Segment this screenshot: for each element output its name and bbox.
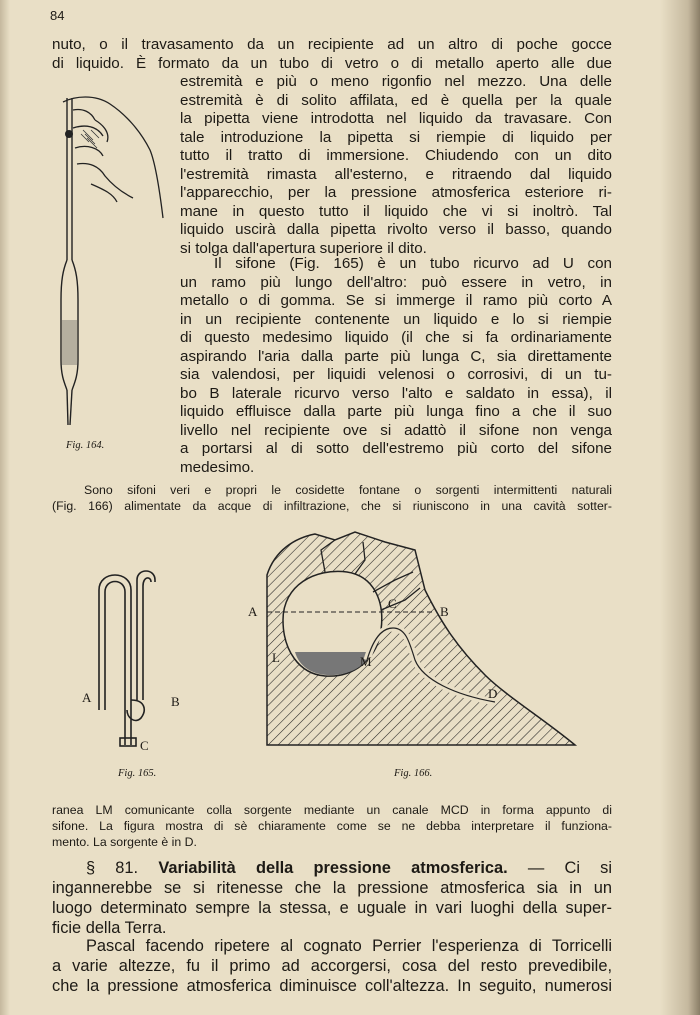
- text-line: Il sifone (Fig. 165) è un tubo ricurvo ad U con: [214, 255, 612, 272]
- text-line: liquido effluisce dalla parte più lunga fino a che il suo: [180, 403, 612, 420]
- text-line: sia valendosi, per liquidi velenosi o corrosivi, di un tu-: [180, 366, 612, 383]
- fig166-label-b: B: [440, 604, 449, 619]
- section-heading-tail: — Ci si: [527, 859, 612, 877]
- fig166-label-d: D: [488, 686, 498, 701]
- final-paragraph: [52, 936, 612, 996]
- text-line: estremità è di solito affilata, ed è quella per la quale: [180, 91, 612, 109]
- text-line: livello nel recipiente ove si adattò il sifone non venga: [180, 421, 612, 439]
- text-line: che la pressione atmosferica diminuisce coll'altezza. In seguito, numerosi: [52, 977, 612, 995]
- text-line: mento. La sorgente è in D.: [52, 835, 197, 849]
- text-line: ranea LM comunicante colla sorgente mediante un canale MCD in forma appunto di: [52, 803, 612, 817]
- text-line: l'apparecchio, per la pressione atmosferica esteriore ri-: [180, 184, 612, 201]
- text-line: un ramo più lungo dell'altro: può essere in vetro, in: [180, 273, 612, 291]
- figure-166-caption: Fig. 166.: [394, 768, 433, 779]
- text-line: si tolga dall'apertura superiore il dito.: [180, 239, 427, 257]
- text-line: liquido uscirà dalla pipetta rivolto verso il basso, quando: [180, 221, 612, 238]
- fig165-label-a: A: [82, 690, 92, 705]
- top-paragraph-indented: [180, 73, 612, 258]
- text-line: ficie della Terra.: [52, 919, 167, 937]
- figure-165-caption: Fig. 165.: [118, 768, 157, 779]
- text-line: sifone. La figura mostra di sè chiaramente come se ne debba interpretare il funziona-: [52, 819, 612, 833]
- text-line: aspirando l'aria dalla parte più lunga C, sia direttamente: [180, 347, 612, 365]
- figure-165-siphon: [75, 560, 205, 760]
- text-line: a portarsi al di sotto dell'estremo più corto del sifone: [180, 440, 612, 457]
- text-line: luogo determinato sempre la stessa, e uguale in vari luoghi della super-: [52, 899, 612, 917]
- text-line: tale introduzione la pipetta si riempie di liquido per: [180, 128, 612, 146]
- text-line: estremità e più o meno rigonfio nel mezzo. Una delle: [180, 73, 612, 90]
- text-line: bo B laterale ricurvo verso l'alto e saldato in essa), il: [180, 384, 612, 402]
- figure-164-caption: Fig. 164.: [66, 440, 105, 451]
- fig165-label-b: B: [171, 694, 180, 709]
- small-paragraph-2: [52, 802, 612, 850]
- fig166-label-c: C: [388, 596, 397, 611]
- text-line: (Fig. 166) alimentate da acque di infiltrazione, che si riuniscono in una cavità sotter-: [52, 499, 612, 513]
- section-heading-line: [52, 858, 612, 878]
- text-line: di questo medesimo liquido (il che si fa ordinariamente: [180, 329, 612, 346]
- section-number: § 81.: [86, 859, 139, 877]
- page-gutter-shadow: [0, 0, 10, 1015]
- text-line: Sono sifoni veri e propri le cosidette fontane o sorgenti intermittenti naturali: [84, 483, 612, 497]
- text-line: la pipetta viene introdotta nel liquido da travasare. Con: [180, 110, 612, 127]
- top-paragraph-full-lines: [52, 36, 612, 73]
- section-81: [52, 858, 612, 938]
- text-line: l'estremità rimasta all'esterno, e ritraendo dal liquido: [180, 165, 612, 183]
- siphon-paragraph: [180, 255, 612, 477]
- figure-166-intermittent-spring: [255, 530, 585, 755]
- fig166-label-m: M: [360, 654, 372, 669]
- page-number: 84: [50, 8, 65, 23]
- text-line: nuto, o il travasamento da un recipiente ad un altro di poche gocce: [52, 36, 612, 53]
- text-line: ingannerebbe se si ritenesse che la pressione atmosferica sia in un: [52, 879, 612, 897]
- fig166-label-l: L: [272, 650, 280, 665]
- text-line: in un recipiente contenente un liquido e lo si riempie: [180, 310, 612, 328]
- fig165-label-c: C: [140, 738, 149, 753]
- small-paragraph-1: [52, 482, 612, 514]
- text-line: Pascal facendo ripetere al cognato Perrier l'esperienza di Torricelli: [86, 937, 612, 955]
- text-line: a varie altezze, fu il primo ad accorgersi, cosa del resto prevedibile,: [52, 957, 612, 975]
- text-line: tutto il tratto di immersione. Chiudendo con un dito: [180, 147, 612, 164]
- fig166-label-a: A: [248, 604, 258, 619]
- page-edge-shadow: [660, 0, 700, 1015]
- text-line: medesimo.: [180, 458, 255, 476]
- text-line: mane in questo tutto il liquido che vi si inoltrò. Tal: [180, 202, 612, 220]
- figure-164-pipette: [55, 90, 170, 435]
- text-line: metallo o di gomma. Se si immerge il ramo più corto A: [180, 292, 612, 309]
- section-title: Variabilità della pressione atmosferica.: [158, 859, 508, 877]
- text-line: di liquido. È formato da un tubo di vetro o di metallo aperto alle due: [52, 54, 612, 72]
